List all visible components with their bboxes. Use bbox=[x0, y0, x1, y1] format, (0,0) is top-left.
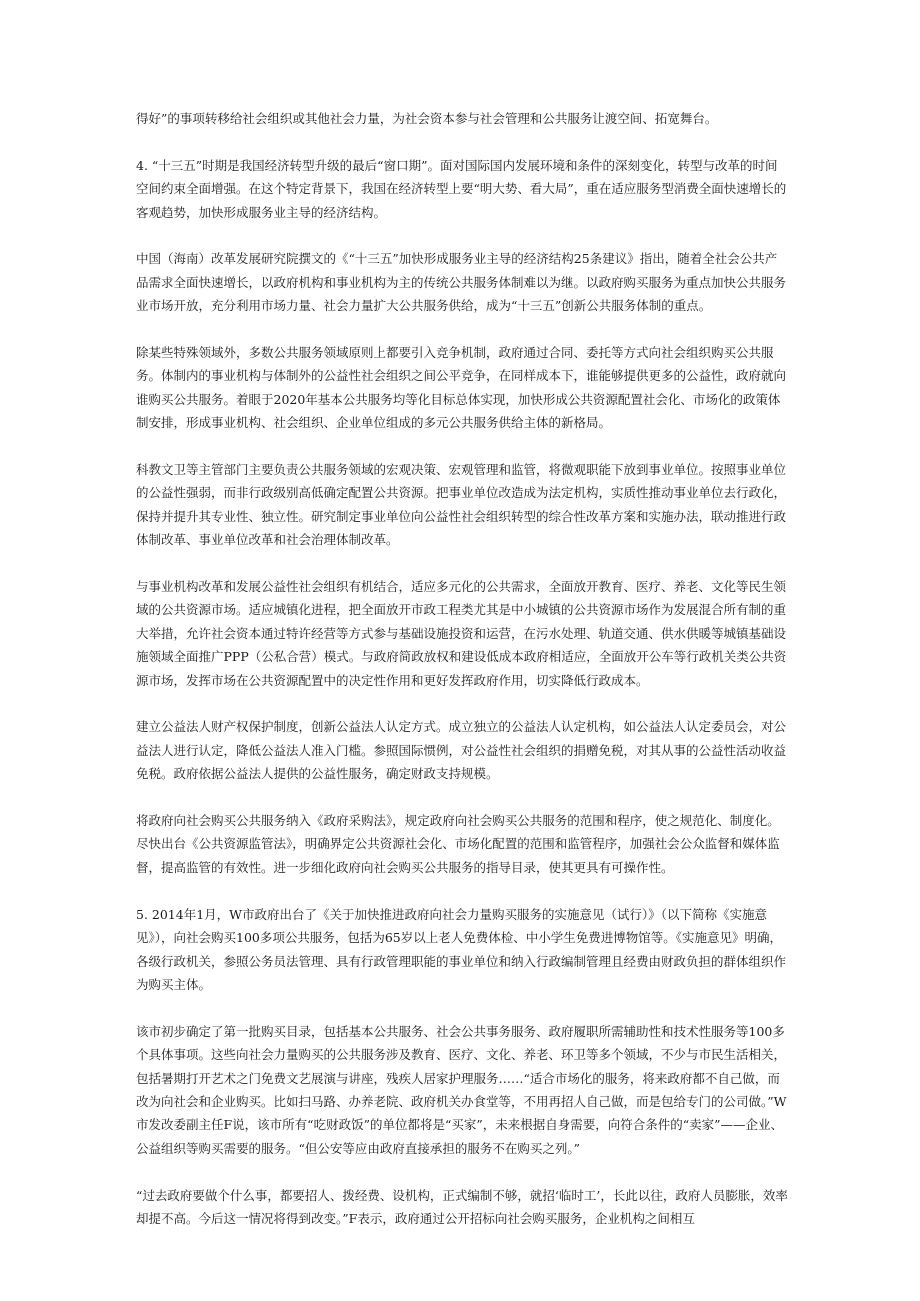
paragraph-9: 5. 2014年1月，W市政府出台了《关于加快推进政府向社会力量购买服务的实施意见（试行）》（以下简称《实施意见》），向社会购买100多项公共服务，包括为65岁以上老人免费体检、中小学生免费进博物馆等。《实施意见》明确，各级行政机关，参照公务员法管理、具有行政管理职能的事业单位和纳入行政编制管理且经费由财政负担的群体组织作为购买主体。 bbox=[136, 906, 787, 992]
paragraph-2: 4. “十三五”时期是我国经济转型升级的最后“窗口期”。面对国际国内发展环境和条件的深刻变化，转型与改革的时间空间约束全面增强。在这个特定背景下，我国在经济转型上要“明大势、看大局”，重在适应服务型消费全面快速增长的客观趋势，加快形成服务业主导的经济结构。 bbox=[136, 157, 787, 220]
paragraph-4: 除某些特殊领域外，多数公共服务领域原则上都要引入竞争机制，政府通过合同、委托等方式向社会组织购买公共服务。体制内的事业机构与体制外的公益性社会组织之间公平竞争，在同样成本下，谁能够提供更多的公益性，政府就向谁购买公共服务。着眼于2020年基本公共服务均等化目标总体实现，加快形成公共资源配置社会化、市场化的政策体制安排，形成事业机构、社会组织、企业单位组成的多元公共服务供给主体的新格局。 bbox=[136, 345, 787, 431]
paragraph-1: 得好”的事项转移给社会组织或其他社会力量，为社会资本参与社会管理和公共服务让渡空间、拓宽舞台。 bbox=[136, 111, 718, 126]
paragraph-5: 科教文卫等主管部门主要负责公共服务领域的宏观决策、宏观管理和监管，将微观职能下放到事业单位。按照事业单位的公益性强弱，而非行政级别高低确定配置公共资源。把事业单位改造成为法定机构，实质性推动事业单位去行政化，保持并提升其专业性、独立性。研究制定事业单位向公益性社会组织转型的综合性改革方案和实施办法，联动推进行政体制改革、事业单位改革和社会治理体制改革。 bbox=[136, 462, 787, 548]
paragraph-3: 中国（海南）改革发展研究院撰文的《“十三五”加快形成服务业主导的经济结构25条建议》指出，随着全社会公共产品需求全面快速增长，以政府机构和事业机构为主的传统公共服务体制难以为继。以政府购买服务为重点加快公共服务业市场开放，充分利用市场力量、社会力量扩大公共服务供给，成为“十三五”创新公共服务体制的重点。 bbox=[136, 251, 787, 314]
paragraph-11: “过去政府要做个什么事，都要招人、拨经费、设机构，正式编制不够，就招‘临时工’，长此以往，政府人员膨胀，效率却提不高。今后这一情况将得到改变。”F表示，政府通过公开招标向社会购买服务，企业机构之间相互 bbox=[136, 1187, 788, 1226]
document-body bbox=[136, 107, 788, 1230]
paragraph-8: 将政府向社会购买公共服务纳入《政府采购法》，规定政府向社会购买公共服务的范围和程序，使之规范化、制度化。尽快出台《公共资源监管法》，明确界定公共资源社会化、市场化配置的范围和监管程序，加强社会公众监督和媒体监督，提高监管的有效性。进一步细化政府向社会购买公共服务的指导目录，使其更具有可操作性。 bbox=[136, 813, 780, 875]
paragraph-7: 建立公益法人财产权保护制度，创新公益法人认定方式。成立独立的公益法人认定机构，如公益法人认定委员会，对公益法人进行认定，降低公益法人准入门槛。参照国际惯例，对公益性社会组织的捐赠免税，对其从事的公益性活动收益免税。政府依据公益法人提供的公益性服务，确定财政支持规模。 bbox=[136, 719, 787, 782]
paragraph-10: 该市初步确定了第一批购买目录，包括基本公共服务、社会公共事务服务、政府履职所需辅助性和技术性服务等100多个具体事项。这些向社会力量购买的公共服务涉及教育、医疗、文化、养老、环卫等多个领域，不少与市民生活相关，包括暑期打开艺术之门免费文艺展演与讲座，残疾人居家护理服务……“适合市场化的服务，将来政府都不自己做，而改为向社会和企业购买。比如扫马路、办养老院、政府机关办食堂等，不用再招人自己做，而是包给专门的公司做。”W市发改委副主任F说，该市所有“吃财政饭”的单位都将是“买家”，未来根据自身需要，向符合条件的“卖家”——企业、公益组织等购买需要的服务。“但公安等应由政府直接承担的服务不在购买之列。” bbox=[136, 1023, 787, 1156]
paragraph-6: 与事业机构改革和发展公益性社会组织有机结合，适应多元化的公共需求，全面放开教育、医疗、养老、文化等民生领域的公共资源市场。适应城镇化进程，把全面放开市政工程类尤其是中小城镇的公共资源市场作为发展混合所有制的重大举措，允许社会资本通过特许经营等方式参与基础设施投资和运营，在污水处理、轨道交通、供水供暖等城镇基础设施领域全面推广PPP（公私合营）模式。与政府简政放权和建设低成本政府相适应，全面放开公车等行政机关类公共资源市场，发挥市场在公共资源配置中的决定性作用和更好发挥政府作用，切实降低行政成本。 bbox=[136, 579, 787, 688]
